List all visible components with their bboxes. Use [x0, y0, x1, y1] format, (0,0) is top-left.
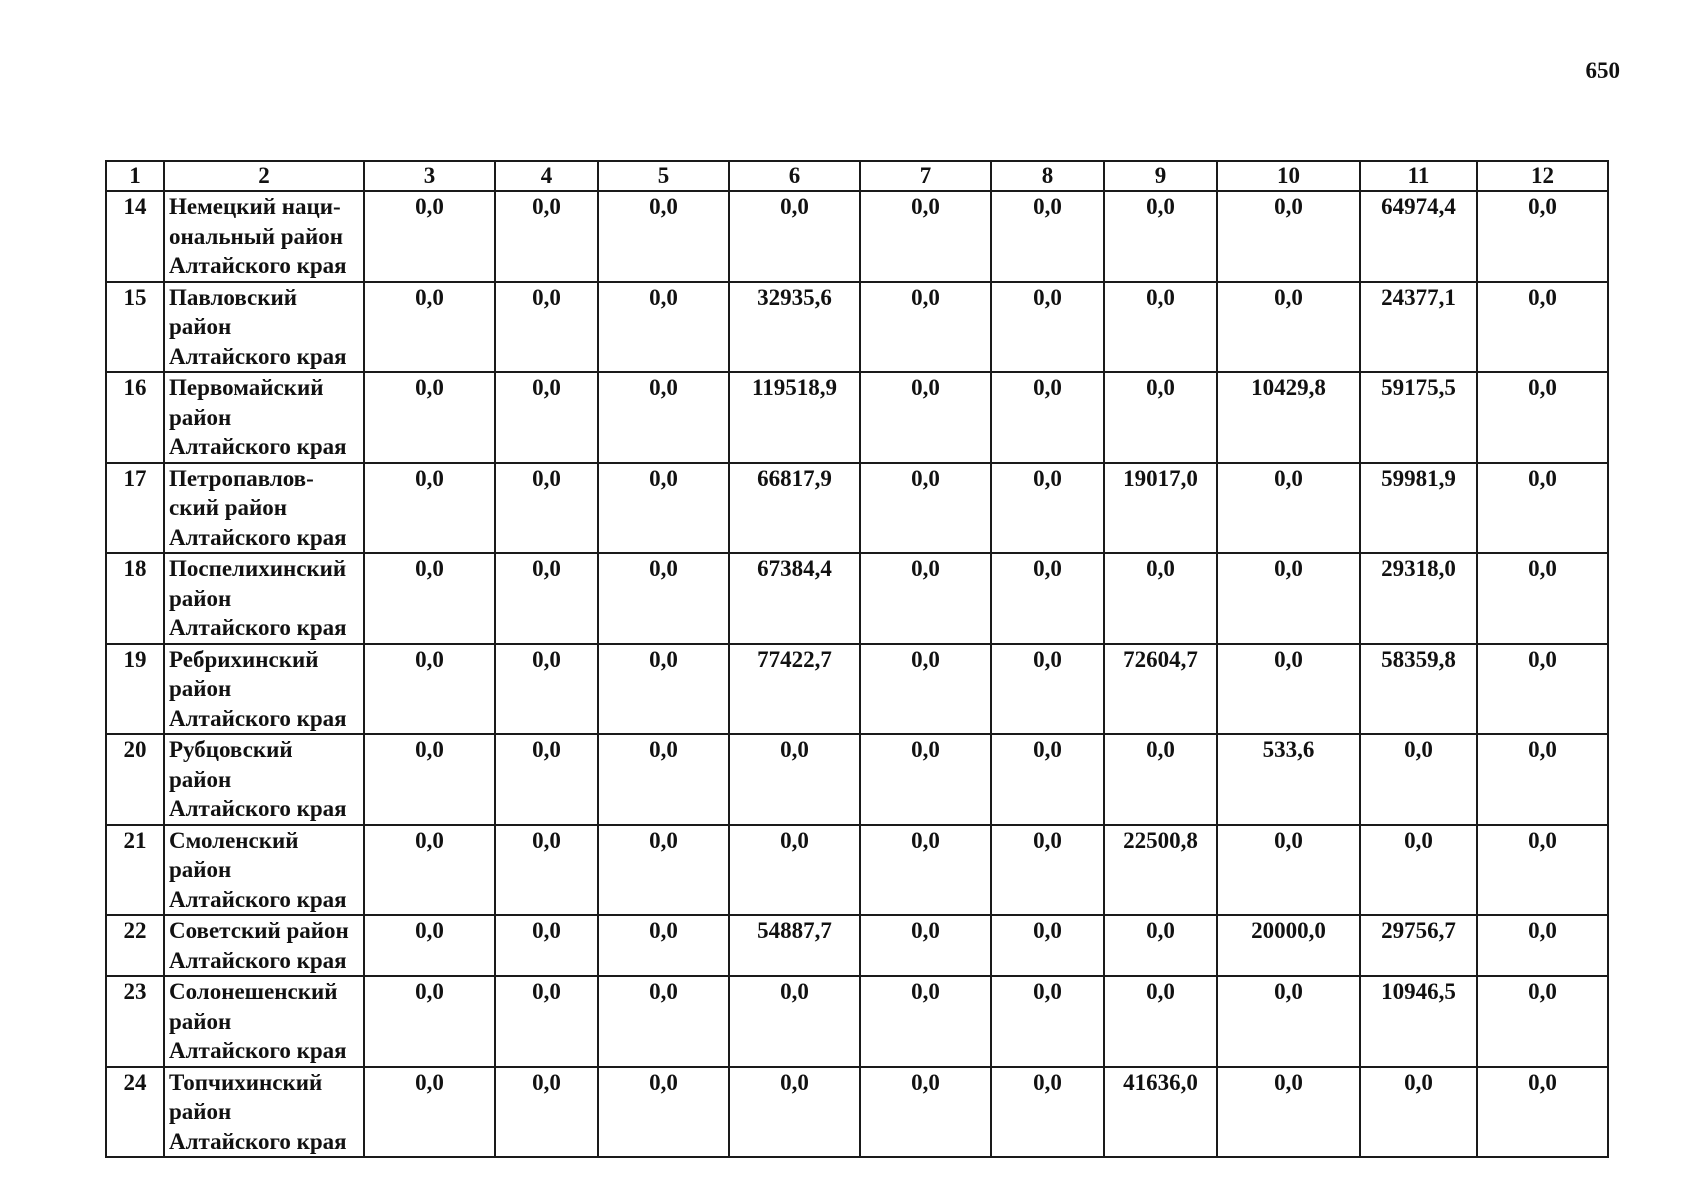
value-cell: 0,0: [860, 553, 991, 644]
district-name: Ребрихинский район Алтайского края: [164, 644, 364, 735]
value-cell: 0,0: [495, 1067, 598, 1158]
value-cell: 0,0: [991, 463, 1104, 554]
value-cell: 0,0: [598, 1067, 729, 1158]
value-cell: 0,0: [1477, 825, 1608, 916]
value-cell: 0,0: [1217, 282, 1360, 373]
value-cell: 10946,5: [1360, 976, 1477, 1067]
table-row: [106, 553, 1608, 644]
value-cell: 0,0: [1104, 734, 1217, 825]
value-cell: 0,0: [1217, 825, 1360, 916]
value-cell: 66817,9: [729, 463, 860, 554]
district-name: Павловский район Алтайского края: [164, 282, 364, 373]
value-cell: 0,0: [598, 282, 729, 373]
value-cell: 0,0: [1104, 553, 1217, 644]
value-cell: 0,0: [1477, 1067, 1608, 1158]
column-header: 1: [106, 161, 164, 191]
value-cell: 0,0: [598, 191, 729, 282]
value-cell: 77422,7: [729, 644, 860, 735]
value-cell: 0,0: [495, 915, 598, 976]
value-cell: 533,6: [1217, 734, 1360, 825]
value-cell: 29756,7: [1360, 915, 1477, 976]
value-cell: 0,0: [364, 825, 495, 916]
value-cell: 10429,8: [1217, 372, 1360, 463]
value-cell: 0,0: [364, 282, 495, 373]
column-header: 11: [1360, 161, 1477, 191]
value-cell: 0,0: [1477, 191, 1608, 282]
district-name: Топчихинский район Алтайского края: [164, 1067, 364, 1158]
value-cell: 0,0: [1477, 372, 1608, 463]
column-header: 6: [729, 161, 860, 191]
table-row: [106, 191, 1608, 282]
district-name: Рубцовский район Алтайского края: [164, 734, 364, 825]
value-cell: 0,0: [729, 825, 860, 916]
column-header: 12: [1477, 161, 1608, 191]
value-cell: 0,0: [1217, 644, 1360, 735]
value-cell: 0,0: [495, 372, 598, 463]
value-cell: 0,0: [1477, 282, 1608, 373]
table-row: [106, 915, 1608, 976]
row-number: 16: [106, 372, 164, 463]
value-cell: 0,0: [991, 734, 1104, 825]
row-number: 19: [106, 644, 164, 735]
value-cell: 0,0: [860, 644, 991, 735]
value-cell: 0,0: [364, 644, 495, 735]
value-cell: 0,0: [860, 734, 991, 825]
value-cell: 0,0: [860, 463, 991, 554]
value-cell: 0,0: [860, 191, 991, 282]
value-cell: 22500,8: [1104, 825, 1217, 916]
value-cell: 0,0: [495, 282, 598, 373]
value-cell: 54887,7: [729, 915, 860, 976]
row-number: 18: [106, 553, 164, 644]
page-number: 650: [1585, 58, 1620, 83]
value-cell: 0,0: [364, 734, 495, 825]
value-cell: 0,0: [364, 372, 495, 463]
value-cell: 0,0: [1477, 644, 1608, 735]
column-header: 8: [991, 161, 1104, 191]
column-header: 4: [495, 161, 598, 191]
value-cell: 0,0: [495, 734, 598, 825]
value-cell: 0,0: [1360, 825, 1477, 916]
district-name: Петропавлов- ский район Алтайского края: [164, 463, 364, 554]
value-cell: 0,0: [729, 191, 860, 282]
value-cell: 0,0: [860, 825, 991, 916]
value-cell: 67384,4: [729, 553, 860, 644]
value-cell: 0,0: [1217, 553, 1360, 644]
district-name: Советский район Алтайского края: [164, 915, 364, 976]
value-cell: 0,0: [1104, 282, 1217, 373]
district-name: Поспелихинский район Алтайского края: [164, 553, 364, 644]
value-cell: 0,0: [1217, 976, 1360, 1067]
value-cell: 0,0: [991, 915, 1104, 976]
value-cell: 41636,0: [1104, 1067, 1217, 1158]
value-cell: 0,0: [598, 372, 729, 463]
value-cell: 0,0: [598, 825, 729, 916]
row-number: 24: [106, 1067, 164, 1158]
value-cell: 119518,9: [729, 372, 860, 463]
value-cell: 0,0: [364, 976, 495, 1067]
value-cell: 0,0: [495, 825, 598, 916]
value-cell: 0,0: [991, 553, 1104, 644]
value-cell: 0,0: [598, 734, 729, 825]
value-cell: 0,0: [364, 191, 495, 282]
value-cell: 0,0: [991, 1067, 1104, 1158]
value-cell: 0,0: [495, 553, 598, 644]
value-cell: 0,0: [1104, 372, 1217, 463]
table-row: [106, 463, 1608, 554]
value-cell: 0,0: [860, 282, 991, 373]
value-cell: 24377,1: [1360, 282, 1477, 373]
value-cell: 0,0: [1104, 976, 1217, 1067]
column-header: 7: [860, 161, 991, 191]
value-cell: 20000,0: [1217, 915, 1360, 976]
value-cell: 32935,6: [729, 282, 860, 373]
value-cell: 59981,9: [1360, 463, 1477, 554]
value-cell: 0,0: [1477, 463, 1608, 554]
value-cell: 19017,0: [1104, 463, 1217, 554]
value-cell: 0,0: [1477, 553, 1608, 644]
value-cell: 59175,5: [1360, 372, 1477, 463]
value-cell: 0,0: [1217, 191, 1360, 282]
value-cell: 58359,8: [1360, 644, 1477, 735]
column-header: 3: [364, 161, 495, 191]
row-number: 17: [106, 463, 164, 554]
table-row: [106, 644, 1608, 735]
value-cell: 72604,7: [1104, 644, 1217, 735]
value-cell: 0,0: [991, 825, 1104, 916]
value-cell: 0,0: [860, 915, 991, 976]
value-cell: 0,0: [495, 976, 598, 1067]
column-header: 5: [598, 161, 729, 191]
value-cell: 0,0: [729, 976, 860, 1067]
row-number: 22: [106, 915, 164, 976]
value-cell: 0,0: [1217, 1067, 1360, 1158]
data-table: [105, 160, 1609, 1158]
value-cell: 29318,0: [1360, 553, 1477, 644]
value-cell: 0,0: [991, 372, 1104, 463]
row-number: 15: [106, 282, 164, 373]
value-cell: 0,0: [1477, 734, 1608, 825]
value-cell: 0,0: [991, 191, 1104, 282]
value-cell: 0,0: [598, 644, 729, 735]
value-cell: 0,0: [364, 463, 495, 554]
value-cell: 0,0: [1477, 976, 1608, 1067]
column-header: 10: [1217, 161, 1360, 191]
value-cell: 0,0: [495, 191, 598, 282]
district-name: Смоленский район Алтайского края: [164, 825, 364, 916]
value-cell: 0,0: [1104, 191, 1217, 282]
district-name: Солонешенский район Алтайского края: [164, 976, 364, 1067]
value-cell: 0,0: [495, 644, 598, 735]
row-number: 21: [106, 825, 164, 916]
value-cell: 0,0: [1360, 1067, 1477, 1158]
table-body: [106, 161, 1608, 1157]
value-cell: 0,0: [991, 644, 1104, 735]
value-cell: 0,0: [991, 976, 1104, 1067]
district-name: Немецкий наци- ональный район Алтайского края: [164, 191, 364, 282]
table-row: [106, 825, 1608, 916]
value-cell: 0,0: [860, 976, 991, 1067]
value-cell: 0,0: [729, 734, 860, 825]
row-number: 20: [106, 734, 164, 825]
header-row: [106, 161, 1608, 191]
value-cell: 0,0: [860, 372, 991, 463]
value-cell: 0,0: [598, 553, 729, 644]
value-cell: 0,0: [364, 915, 495, 976]
row-number: 14: [106, 191, 164, 282]
table-row: [106, 372, 1608, 463]
district-name: Первомайский район Алтайского края: [164, 372, 364, 463]
value-cell: 0,0: [1217, 463, 1360, 554]
value-cell: 0,0: [1104, 915, 1217, 976]
table-row: [106, 1067, 1608, 1158]
column-header: 2: [164, 161, 364, 191]
value-cell: 0,0: [598, 463, 729, 554]
value-cell: 64974,4: [1360, 191, 1477, 282]
value-cell: 0,0: [598, 976, 729, 1067]
value-cell: 0,0: [1477, 915, 1608, 976]
value-cell: 0,0: [364, 1067, 495, 1158]
value-cell: 0,0: [991, 282, 1104, 373]
table-row: [106, 734, 1608, 825]
column-header: 9: [1104, 161, 1217, 191]
value-cell: 0,0: [1360, 734, 1477, 825]
value-cell: 0,0: [598, 915, 729, 976]
value-cell: 0,0: [729, 1067, 860, 1158]
table-row: [106, 976, 1608, 1067]
row-number: 23: [106, 976, 164, 1067]
value-cell: 0,0: [495, 463, 598, 554]
table-row: [106, 282, 1608, 373]
value-cell: 0,0: [364, 553, 495, 644]
value-cell: 0,0: [860, 1067, 991, 1158]
